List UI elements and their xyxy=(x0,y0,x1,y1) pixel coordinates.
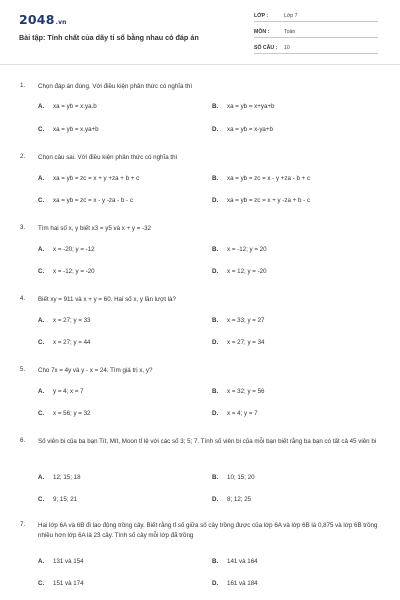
question-stem: Tìm hai số x, y biết x3 = y5 và x + y = -32 xyxy=(38,225,151,232)
meta-question-count-value: 10 xyxy=(284,45,290,51)
option-d[interactable]: D. x = 4; y = 7 xyxy=(212,410,258,417)
option-c[interactable]: C. 9; 15; 21 xyxy=(38,496,78,503)
option-a[interactable]: A. xa = yb = x.ya.b xyxy=(38,103,97,110)
option-b[interactable]: B. 10; 15; 20 xyxy=(212,474,255,481)
question-stem: Chọn đáp án đúng. Với điều kiện phân thức có nghĩa thì xyxy=(38,83,193,90)
option-b[interactable]: B. 141 và 164 xyxy=(212,558,258,565)
option-b[interactable]: B. x = 32; y = 56 xyxy=(212,388,265,395)
option-b[interactable]: B. x = -12; y = 20 xyxy=(212,246,267,253)
option-c[interactable]: C. xa = yb = x.ya+b xyxy=(38,126,99,133)
worksheet-title: Bài tập: Tính chất của dãy tỉ số bằng nhau có đáp án xyxy=(19,33,199,42)
option-b[interactable]: B. xa = yb = x+ya+b xyxy=(212,103,275,110)
meta-class xyxy=(254,10,378,22)
option-c[interactable]: C. x = 56; y = 32 xyxy=(38,410,91,417)
option-c[interactable]: C. x = -12; y = -20 xyxy=(38,268,95,275)
meta-subject xyxy=(254,26,378,38)
option-c[interactable]: C. x = 27; y = 44 xyxy=(38,339,91,346)
option-d[interactable]: D. x = 12; y = -20 xyxy=(212,268,267,275)
question-number: 2. xyxy=(20,153,26,160)
option-c[interactable]: C. 151 và 174 xyxy=(38,580,84,587)
option-b[interactable]: B. x = 33; y = 27 xyxy=(212,317,265,324)
meta-class-value: Lớp 7 xyxy=(284,13,298,19)
site-logo[interactable]: 2048.vn xyxy=(19,12,67,27)
meta-subject-value: Toán xyxy=(284,29,296,35)
question-number: 1. xyxy=(20,82,26,89)
worksheet-header xyxy=(0,0,400,62)
question-number: 7. xyxy=(20,521,26,528)
option-a[interactable]: A. x = -20; y = -12 xyxy=(38,246,95,253)
question-stem: Cho 7x = 4y và y - x = 24. Tìm giá trị x, y? xyxy=(38,367,153,374)
option-d[interactable]: D. 8; 12; 25 xyxy=(212,496,252,503)
meta-subject-label: MÔN : xyxy=(254,29,270,35)
option-b[interactable]: B. xa = yb = zc = x - y +za - b + c xyxy=(212,175,311,182)
option-a[interactable]: A. x = 27; y = 33 xyxy=(38,317,91,324)
meta-question-count xyxy=(254,42,378,54)
option-c[interactable]: C. xa = yb = zc = x - y -za - b - c xyxy=(38,197,133,204)
question-number: 6. xyxy=(20,437,26,444)
header-divider xyxy=(0,64,400,65)
option-a[interactable]: A. xa = yb = zc = x + y +za + b + c xyxy=(38,175,140,182)
option-d[interactable]: D. xa = yb = x-ya+b xyxy=(212,126,273,133)
option-d[interactable]: D. xa = yb = zc = x + y -za + b - c xyxy=(212,197,311,204)
question-stem: Hai lớp 6A và 6B đi lao động trồng cây. Biết rằng tỉ số giữa số cây trồng được của lớp 6A và lớp 6B là 0,875 và lớp 6B trồng nhiều hơn lớp 6A là 23 cây. Tính số cây mỗi lớp đã trồng xyxy=(38,522,378,539)
meta-question-count-label: SỐ CÂU : xyxy=(254,45,278,51)
question-number: 5. xyxy=(20,366,26,373)
question-number: 3. xyxy=(20,224,26,231)
meta-class-label: LỚP : xyxy=(254,13,269,19)
option-a[interactable]: A. 12; 15; 18 xyxy=(38,474,81,481)
option-d[interactable]: D. 161 và 184 xyxy=(212,580,258,587)
question-stem: Chọn câu sai. Với điều kiện phân thức có nghĩa thì xyxy=(38,154,178,161)
question-stem: Biết xy = 911 và x + y = 60. Hai số x, y lần lượt là? xyxy=(38,296,176,303)
question-stem: Số viên bi của ba bạn Tít, Mít, Moon tỉ lệ với các số 3; 5; 7. Tính số viên bi của mỗi bạn biết rằng ba bạn có tất cả 45 viên bi xyxy=(38,438,377,445)
question-number: 4. xyxy=(20,295,26,302)
option-a[interactable]: A. 131 và 154 xyxy=(38,558,84,565)
option-d[interactable]: D. x = 27; y = 34 xyxy=(212,339,265,346)
option-a[interactable]: A. y = 4; x = 7 xyxy=(38,388,84,395)
